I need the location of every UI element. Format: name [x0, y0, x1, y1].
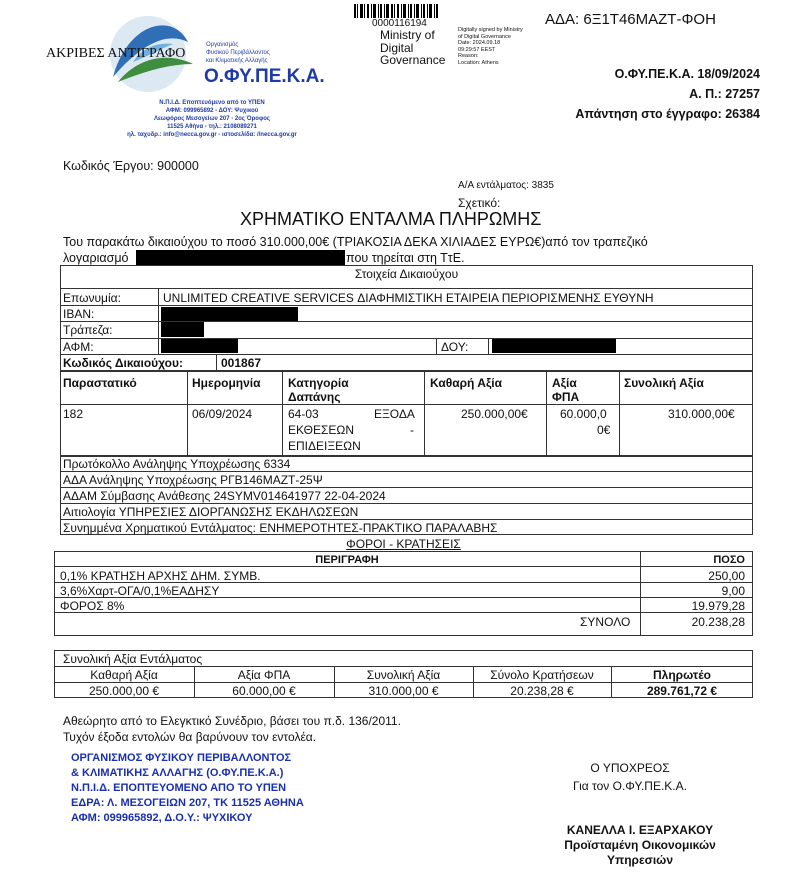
item-vat-line: 60.000,0: [560, 407, 607, 421]
signature-detail-line: Location: Athens: [458, 59, 499, 66]
org-brand: Ο.ΦΥ.ΠΕ.Κ.Α.: [204, 66, 325, 87]
project-code: Κωδικός Έργου: 900000: [63, 159, 199, 173]
org-address-line: Ν.Π.Ι.Δ. Εποπτευόμενο από το ΥΠΕΝ: [159, 100, 265, 106]
signature-detail-line: 09:29:57 EEST: [458, 46, 496, 53]
summary-payable: 289.761,72 €: [646, 684, 718, 698]
taxes-col-description: ΠΕΡΙΓΡΑΦΗ: [315, 554, 379, 566]
summary-net: 250.000,00 €: [88, 684, 160, 698]
signature-line: Ministry of: [380, 28, 435, 42]
signature-block: [380, 29, 445, 67]
org-address-line: Λεωφόρος Μεσογείων 207 - 2ος Όροφος: [153, 116, 271, 122]
row-divider: [60, 404, 753, 405]
ada-code: ΑΔΑ: 6Ξ1Τ46ΜΑΖΤ-ΦΟΗ: [545, 11, 716, 28]
reference-date: Ο.ΦΥ.ΠΕ.Κ.Α. 18/09/2024: [614, 67, 760, 81]
intro-line-2-start: λογαριασμό: [63, 251, 129, 265]
col-header-vat: Αξία ΦΠΑ: [552, 376, 580, 404]
reason-line: Αιτιολογία ΥΠΗΡΕΣΙΕΣ ΔΙΟΡΓΑΝΩΣΗΣ ΕΚΔΗΛΩΣΕΩΝ: [63, 505, 359, 519]
row-divider: [60, 503, 753, 504]
signer-title: Υπηρεσιών: [607, 853, 673, 867]
org-address-line: ΑΦΜ: 099965892 - ΔΟΥ: Ψυχικού: [165, 108, 259, 114]
signer-title: Προϊσταμένη Οικονομικών: [564, 838, 716, 852]
adam-line: ΑΔΑΜ Σύμβασης Ανάθεσης 24SYMV014641977 22-04-2024: [63, 489, 386, 503]
intro-line-2-end: που τηρείται στη ΤτΕ.: [346, 251, 465, 265]
item-date: 06/09/2024: [192, 407, 253, 421]
row-divider: [60, 487, 753, 488]
ada-commitment-line: ΑΔΑ Ανάληψης Υποχρέωσης ΡΓΒ146ΜΑΖΤ-25Ψ: [63, 473, 323, 487]
signature-detail-line: Reason:: [458, 53, 479, 59]
order-number: Α/Α εντάλματος: 3835: [458, 180, 554, 191]
col-header-date: Ημερομηνία: [192, 376, 261, 390]
stamp-line: Ν.Π.Ι.Δ. ΕΠΟΠΤΕΥΟΜΕΝΟ ΑΠΟ ΤΟ ΥΠΕΝ: [71, 782, 287, 794]
barcode-number: 0000116194: [372, 18, 427, 29]
bank-label: Τράπεζα:: [63, 323, 113, 337]
item-net: 250.000,00€: [461, 407, 528, 421]
organization-stamp: [71, 751, 304, 826]
tax-row-amount: 250,00: [708, 569, 745, 583]
column-divider: [488, 338, 489, 354]
stamp-line: ΑΦΜ: 099965892, Δ.Ο.Υ.: ΨΥΧΙΚΟΥ: [71, 812, 253, 824]
fees-note: Τυχόν έξοδα εντολών θα βαρύνουν τον εντολέα.: [63, 730, 317, 744]
summary-deductions: 20.238,28 €: [510, 684, 574, 698]
row-divider: [60, 288, 753, 289]
col-header-document: Παραστατικό: [63, 376, 137, 390]
item-category-line: 64-03: [288, 407, 319, 421]
taxes-total-value: 20.238,28: [691, 615, 745, 629]
org-small-line-2: Φυσικού Περιβάλλοντος: [206, 50, 270, 56]
column-divider: [216, 354, 217, 371]
summary-header-payable: Πληρωτέο: [653, 668, 711, 682]
item-category-line: ΕΠΙΔΕΙΞΕΩΝ: [288, 439, 361, 453]
reply-to-document: Απάντηση στο έγγραφο: 26384: [575, 107, 760, 121]
attachments-line: Συνημμένα Χρηματικού Εντάλματος: ΕΝΗΜΕΡΟΤΗΤΕΣ-ΠΡΑΚΤΙΚΟ ΠΑΡΑΛΑΒΗΣ: [63, 521, 498, 535]
related-label: Σχετικό:: [458, 196, 501, 210]
col-header-category: Κατηγορία Δαπάνης: [288, 376, 349, 404]
row-divider: [54, 612, 753, 613]
summary-header-vat: Αξία ΦΠΑ: [237, 668, 291, 682]
barcode-icon: [354, 4, 439, 18]
audit-note: Αθεώρητο από το Ελεγκτικό Συνέδριο, βάσει του π.δ. 136/2011.: [63, 714, 401, 728]
redacted-doy: [492, 339, 616, 353]
signer-block: [520, 823, 760, 868]
tax-row-amount: 9,00: [721, 584, 745, 598]
item-vat-line: 0€: [597, 423, 611, 437]
column-divider: [187, 371, 188, 456]
for-organization: Για τον Ο.ΦΥ.ΠΕ.Κ.Α.: [573, 779, 687, 793]
item-document: 182: [63, 407, 84, 421]
row-divider: [54, 666, 753, 667]
taxes-title: ΦΟΡΟΙ - ΚΡΑΤΗΣΕΙΣ: [346, 537, 461, 551]
digital-signature-details: [458, 27, 523, 66]
signature-detail-line: of Digital Governance: [458, 33, 511, 40]
afm-label: ΑΦΜ:: [63, 340, 94, 354]
col-header-total: Συνολική Αξία: [624, 376, 704, 390]
row-divider: [60, 471, 753, 472]
org-small-line-1: Οργανισμός: [206, 42, 239, 48]
summary-header-net: Καθαρή Αξία: [90, 668, 158, 682]
redacted-afm: [161, 339, 238, 353]
signature-line: Governance: [380, 53, 446, 67]
reference-block: [540, 64, 760, 124]
iban-label: IBAN:: [63, 307, 95, 321]
beneficiary-code-label: Κωδικός Δικαιούχου:: [63, 356, 183, 370]
item-category-line: ΕΚΘΕΣΕΩΝ: [288, 423, 355, 437]
org-address-block: [92, 99, 332, 139]
signature-line: Digital: [380, 40, 414, 55]
row-divider: [60, 519, 753, 520]
row-divider: [60, 305, 753, 306]
summary-vat: 60.000,00 €: [232, 684, 296, 698]
item-category-line: -: [410, 423, 414, 437]
doy-label: ΔΟΥ:: [441, 340, 469, 354]
row-divider: [60, 354, 753, 355]
col-header-net: Καθαρή Αξία: [430, 376, 502, 390]
tax-row-amount: 19.979,28: [691, 599, 745, 613]
summary-header-deductions: Σύνολο Κρατήσεων: [490, 668, 594, 682]
taxes-col-amount: ΠΟΣΟ: [713, 554, 745, 566]
summary-total: 310.000,00 €: [368, 684, 439, 698]
row-divider: [54, 582, 753, 583]
column-divider: [546, 371, 547, 456]
beneficiary-section-title: Στοιχεία Δικαιούχου: [354, 267, 459, 281]
stamp-line: ΟΡΓΑΝΙΣΜΟΣ ΦΥΣΙΚΟΥ ΠΕΡΙΒΑΛΛΟΝΤΟΣ: [71, 752, 292, 764]
taxes-total-label: ΣΥΝΟΛΟ: [580, 615, 631, 629]
tax-row-description: 3,6%Χαρτ-ΟΓΑ/0,1%ΕΑΔΗΣΥ: [60, 584, 220, 598]
tax-row-description: ΦΟΡΟΣ 8%: [60, 599, 125, 613]
row-divider: [54, 682, 753, 683]
tax-row-description: 0,1% ΚΡΑΤΗΣΗ ΑΡΧΗΣ ΔΗΜ. ΣΥΜΒ.: [60, 569, 261, 583]
org-small-line-3: και Κλιματικής Αλλαγής: [206, 58, 268, 64]
org-address-line: 11525 Αθήνα - τηλ.: 2108089271: [167, 124, 257, 130]
item-category-line: ΕΞΟΔΑ: [374, 407, 415, 421]
row-divider: [54, 597, 753, 598]
page-title: ΧΡΗΜΑΤΙΚΟ ΕΝΤΑΛΜΑ ΠΛΗΡΩΜΗΣ: [240, 209, 542, 229]
column-divider: [619, 371, 620, 456]
column-divider: [424, 371, 425, 456]
name-label: Επωνυμία:: [63, 291, 121, 305]
stamp-line: & ΚΛΙΜΑΤΙΚΗΣ ΑΛΛΑΓΗΣ (Ο.ΦΥ.ΠΕ.Κ.Α.): [71, 767, 284, 779]
org-address-line: ηλ. ταχυδρ.: info@necca.gov.gr - ιστοσελίδα: //necca.gov.gr: [127, 132, 297, 138]
summary-title: Συνολική Αξία Εντάλματος: [63, 652, 203, 666]
column-divider: [282, 371, 283, 456]
signer-name: ΚΑΝΕΛΛΑ Ι. ΕΞΑΡΧΑΚΟΥ: [566, 823, 714, 837]
intro-line-1: Του παρακάτω δικαιούχου το ποσό 310.000,00€ (ΤΡΙΑΚΟΣΙΑ ΔΕΚΑ ΧΙΛΙΑΔΕΣ ΕΥΡΩ€)από τον τραπεζικό: [63, 235, 648, 249]
redacted-iban: [161, 307, 298, 321]
exact-copy-stamp: ΑΚΡΙΒΕΣ ΑΝΤΙΓΡΑΦΟ: [46, 46, 186, 61]
redacted-account: [136, 250, 345, 265]
beneficiary-code-value: 001867: [221, 356, 262, 370]
protocol-line: Πρωτόκολλο Ανάληψης Υποχρέωσης 6334: [63, 457, 291, 471]
item-total: 310.000,00€: [668, 407, 735, 421]
protocol-number: Α. Π.: 27257: [689, 87, 760, 101]
column-divider: [436, 338, 437, 354]
signature-detail-line: Date: 2024.09.18: [458, 40, 501, 46]
stamp-line: ΕΔΡΑ: Λ. ΜΕΣΟΓΕΙΩΝ 207, ΤΚ 11525 ΑΘΗΝΑ: [71, 797, 304, 809]
signature-detail-line: Digitally signed by Ministry: [458, 27, 523, 33]
obligor-label: Ο ΥΠΟΧΡΕΟΣ: [590, 761, 670, 775]
name-value: UNLIMITED CREATIVE SERVICES ΔΙΑΦΗΜΙΣΤΙΚΗ ΕΤΑΙΡΕΙΑ ΠΕΡΙΟΡΙΣΜΕΝΗΣ ΕΥΘΥΝΗ: [163, 291, 654, 305]
summary-header-total: Συνολική Αξία: [366, 668, 441, 682]
redacted-bank: [161, 322, 204, 337]
